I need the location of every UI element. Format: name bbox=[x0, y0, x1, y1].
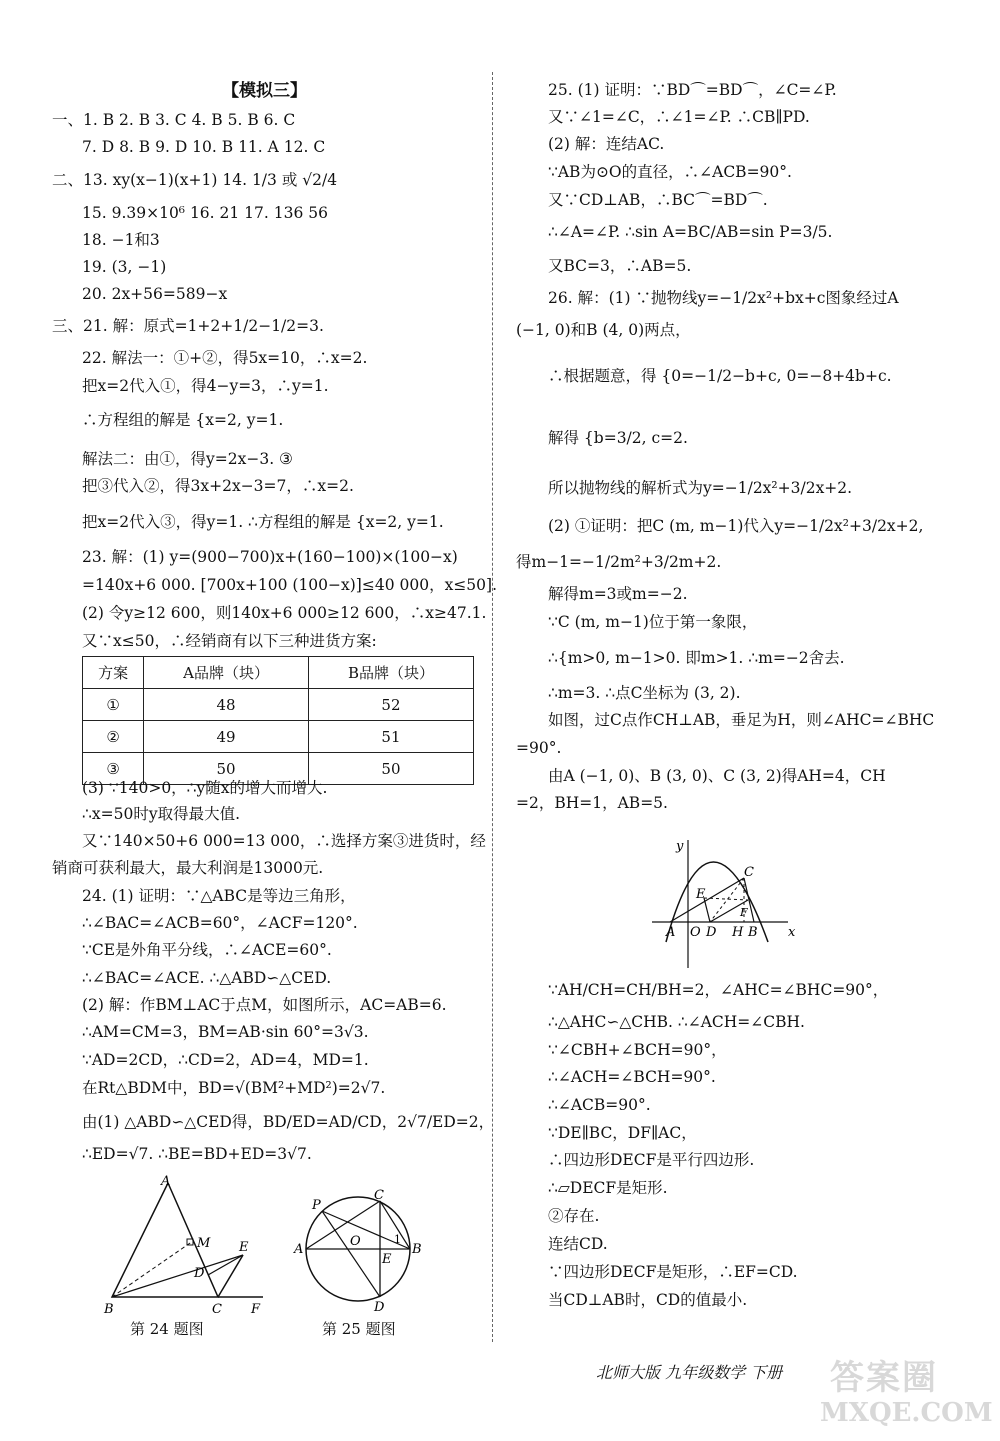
answer-line: 15. 9.39×10⁶ 16. 21 17. 136 56 bbox=[82, 204, 328, 222]
fig24-label: D bbox=[194, 1266, 205, 1281]
answer-line: 26. 解：(1) ∵抛物线y=−1/2x²+bx+c图象经过A bbox=[548, 289, 899, 307]
answer-line: 连结CD. bbox=[548, 1235, 608, 1253]
answer-line: 如图，过C点作CH⊥AB，垂足为H，则∠AHC=∠BHC bbox=[548, 711, 935, 729]
answer-line: 又BC=3，∴AB=5. bbox=[548, 257, 692, 275]
answer-line: =90°. bbox=[516, 739, 562, 757]
answer-line: ∵AH/CH=CH/BH=2，∠AHC=∠BHC=90°， bbox=[548, 981, 889, 999]
table-row bbox=[83, 689, 474, 721]
answer-line: ∴x=50时y取得最大值. bbox=[82, 805, 240, 823]
fig24-label: E bbox=[239, 1240, 249, 1255]
table-header: 方案 bbox=[83, 657, 144, 689]
fig25-label: A bbox=[294, 1242, 304, 1257]
answer-line: (−1, 0)和B (4, 0)两点， bbox=[516, 321, 691, 339]
answer-line: 由A (−1, 0)、B (3, 0)、C (3, 2)得AH=4，CH bbox=[548, 767, 886, 785]
answer-line: ∴∠BAC=∠ACE. ∴△ABD∽△CED. bbox=[82, 969, 332, 987]
fig25-label: C bbox=[374, 1188, 384, 1203]
answer-line: 又∵x≤50，∴经销商有以下三种进货方案: bbox=[82, 632, 377, 650]
table-cell: 51 bbox=[308, 721, 473, 753]
answer-line: (2) 令y≥12 600，则140x+6 000≥12 600，∴x≥47.1. bbox=[82, 604, 487, 622]
table-header: A品牌（块） bbox=[144, 657, 309, 689]
table-cell: ③ bbox=[83, 753, 144, 785]
fig26-label: x bbox=[788, 925, 796, 940]
purchase-plan-table bbox=[82, 656, 474, 785]
table-cell: 48 bbox=[144, 689, 309, 721]
answer-line: ∴∠ACH=∠BCH=90°. bbox=[548, 1068, 716, 1086]
answer-line: 22. 解法一：①+②，得5x=10，∴x=2. bbox=[82, 349, 368, 367]
fig25-label: P bbox=[312, 1198, 321, 1213]
answer-line: 又∵140×50+6 000=13 000，∴选择方案③进货时，经 bbox=[82, 832, 486, 850]
figure-25-caption: 第 25 题图 bbox=[322, 1320, 396, 1338]
answer-line: 把③代入②，得3x+2x−3=7，∴x=2. bbox=[82, 477, 354, 495]
answer-line: 得m−1=−1/2m²+3/2m+2. bbox=[516, 553, 722, 571]
fig26-line-ac bbox=[670, 878, 744, 922]
answer-line: 由(1) △ABD∽△CED得，BD/ED=AD/CD，2√7/ED=2， bbox=[82, 1113, 495, 1131]
figure-24-caption: 第 24 题图 bbox=[130, 1320, 204, 1338]
answer-line: ∴方程组的解是 {x=2, y=1. bbox=[82, 411, 284, 429]
answer-line: 在Rt△BDM中，BD=√(BM²+MD²)=2√7. bbox=[82, 1079, 386, 1097]
table-cell: 50 bbox=[308, 753, 473, 785]
answer-line: 一、1. B 2. B 3. C 4. B 5. B 6. C bbox=[52, 111, 296, 129]
fig26-label: A bbox=[666, 925, 676, 940]
fig26-label: O bbox=[690, 925, 701, 940]
answer-line: ∴▱DECF是矩形. bbox=[548, 1179, 668, 1197]
figure-24 bbox=[98, 1175, 278, 1325]
answer-line: 25. (1) 证明：∵BD⌒=BD⌒，∠C=∠P. bbox=[548, 81, 837, 99]
answer-line: ∴∠A=∠P. ∴sin A=BC/AB=sin P=3/5. bbox=[548, 223, 833, 241]
answer-line: ∴∠BAC=∠ACB=60°，∠ACF=120°. bbox=[82, 914, 358, 932]
answer-line: 解法二：由①，得y=2x−3. ③ bbox=[82, 450, 293, 468]
answer-line: ∴△AHC∽△CHB. ∴∠ACH=∠CBH. bbox=[548, 1013, 805, 1031]
answer-line: 所以抛物线的解析式为y=−1/2x²+3/2x+2. bbox=[548, 479, 853, 497]
answer-line: ∴ED=√7. ∴BE=BD+ED=3√7. bbox=[82, 1145, 312, 1163]
answer-line: (3) ∵140>0，∴y随x的增大而增大. bbox=[82, 779, 328, 797]
answer-line: 把x=2代入①，得4−y=3，∴y=1. bbox=[82, 377, 329, 395]
answer-line: 解得m=3或m=−2. bbox=[548, 585, 688, 603]
answer-line: 三、21. 解：原式=1+2+1/2−1/2=3. bbox=[52, 317, 324, 335]
answer-line: ∴根据题意，得 {0=−1/2−b+c, 0=−8+4b+c. bbox=[548, 367, 892, 385]
answer-line: =2，BH=1，AB=5. bbox=[516, 794, 668, 812]
answer-line: 解得 {b=3/2, c=2. bbox=[548, 429, 688, 447]
answer-line: ②存在. bbox=[548, 1207, 600, 1225]
table-cell: 49 bbox=[144, 721, 309, 753]
answer-line: ∴{m>0, m−1>0. 即m>1. ∴m=−2舍去. bbox=[548, 649, 845, 667]
answer-line: 把x=2代入③，得y=1. ∴方程组的解是 {x=2, y=1. bbox=[82, 513, 444, 531]
fig24-label: F bbox=[251, 1302, 261, 1317]
answer-line: 20. 2x+56=589−x bbox=[82, 285, 228, 303]
answer-line: 18. −1和3 bbox=[82, 231, 160, 249]
fig24-label: B bbox=[104, 1302, 114, 1317]
fig26-label: E bbox=[696, 887, 706, 902]
table-cell: 52 bbox=[308, 689, 473, 721]
answer-line: 23. 解：(1) y=(900−700)x+(160−100)×(100−x) bbox=[82, 548, 458, 566]
watermark-logo: 答案圈 bbox=[830, 1358, 938, 1398]
fig24-line-be bbox=[112, 1255, 243, 1297]
fig24-label: M bbox=[197, 1236, 211, 1251]
fig26-label: D bbox=[706, 925, 717, 940]
fig25-label: O bbox=[350, 1234, 361, 1249]
fig25-label: B bbox=[412, 1242, 422, 1257]
answer-line: ∵∠CBH+∠BCH=90°， bbox=[548, 1041, 727, 1059]
answer-line: =140x+6 000. [700x+100 (100−x)]≤40 000，x≤50]. bbox=[82, 576, 498, 594]
answer-line: 24. (1) 证明：∵△ABC是等边三角形， bbox=[82, 887, 356, 905]
fig26-label: F bbox=[740, 906, 748, 919]
fig26-label: H bbox=[732, 925, 744, 940]
answer-line: 又∵∠1=∠C，∴∠1=∠P. ∴CB∥PD. bbox=[548, 108, 810, 126]
fig25-label: D bbox=[374, 1300, 385, 1315]
answer-line: ∴四边形DECF是平行四边形. bbox=[548, 1151, 755, 1169]
table-cell: ① bbox=[83, 689, 144, 721]
answer-line: 又∵CD⊥AB，∴BC⌒=BD⌒. bbox=[548, 191, 768, 209]
answer-line: (2) 解：作BM⊥AC于点M，如图所示，AC=AB=6. bbox=[82, 996, 447, 1014]
answer-line: 销商可获利最大，最大利润是13000元. bbox=[52, 859, 324, 877]
answer-line: ∴∠ACB=90°. bbox=[548, 1096, 651, 1114]
answer-line: ∵AD=2CD，∴CD=2，AD=4，MD=1. bbox=[82, 1051, 369, 1069]
answer-line: 7. D 8. B 9. D 10. B 11. A 12. C bbox=[82, 138, 326, 156]
answer-line: 二、13. xy(x−1)(x+1) 14. 1/3 或 √2/4 bbox=[52, 171, 338, 189]
fig26-line-ef bbox=[704, 898, 748, 900]
answer-line: (2) ①证明：把C (m, m−1)代入y=−1/2x²+3/2x+2, bbox=[548, 517, 924, 535]
answer-line: 当CD⊥AB时，CD的值最小. bbox=[548, 1291, 748, 1309]
fig25-label: 1 bbox=[394, 1233, 401, 1246]
fig26-line-cd bbox=[710, 878, 744, 922]
column-divider bbox=[492, 72, 493, 1342]
fig26-label: C bbox=[744, 865, 754, 880]
table-row bbox=[83, 721, 474, 753]
fig24-label: C bbox=[212, 1302, 222, 1317]
answer-line: ∵DE∥BC，DF∥AC， bbox=[548, 1124, 697, 1142]
answer-line: ∵CE是外角平分线，∴∠ACE=60°. bbox=[82, 941, 332, 959]
section-title: 【模拟三】 bbox=[222, 81, 307, 101]
watermark-url: MXQE.COM bbox=[820, 1398, 993, 1428]
fig25-label: E bbox=[382, 1252, 392, 1267]
fig24-label: A bbox=[161, 1175, 171, 1189]
answer-line: ∵C (m, m−1)位于第一象限， bbox=[548, 613, 758, 631]
answer-line: ∴m=3. ∴点C坐标为 (3, 2). bbox=[548, 684, 741, 702]
page-footer: 北师大版 九年级数学 下册 bbox=[596, 1363, 783, 1382]
figure-25 bbox=[292, 1185, 422, 1325]
figure-26 bbox=[648, 836, 798, 976]
fig26-label: y bbox=[676, 839, 684, 854]
answer-line: (2) 解：连结AC. bbox=[548, 135, 665, 153]
table-cell: ② bbox=[83, 721, 144, 753]
table-header: B品牌（块） bbox=[308, 657, 473, 689]
fig26-label: B bbox=[748, 925, 758, 940]
answer-line: 19. (3, −1) bbox=[82, 258, 167, 276]
answer-line: ∴AM=CM=3，BM=AB·sin 60°=3√3. bbox=[82, 1023, 369, 1041]
table-header-row bbox=[83, 657, 474, 689]
answer-line: ∵AB为⊙O的直径，∴∠ACB=90°. bbox=[548, 163, 792, 181]
fig24-line-bm bbox=[112, 1241, 193, 1297]
table-cell: 50 bbox=[144, 753, 309, 785]
answer-line: ∵四边形DECF是矩形，∴EF=CD. bbox=[548, 1263, 798, 1281]
